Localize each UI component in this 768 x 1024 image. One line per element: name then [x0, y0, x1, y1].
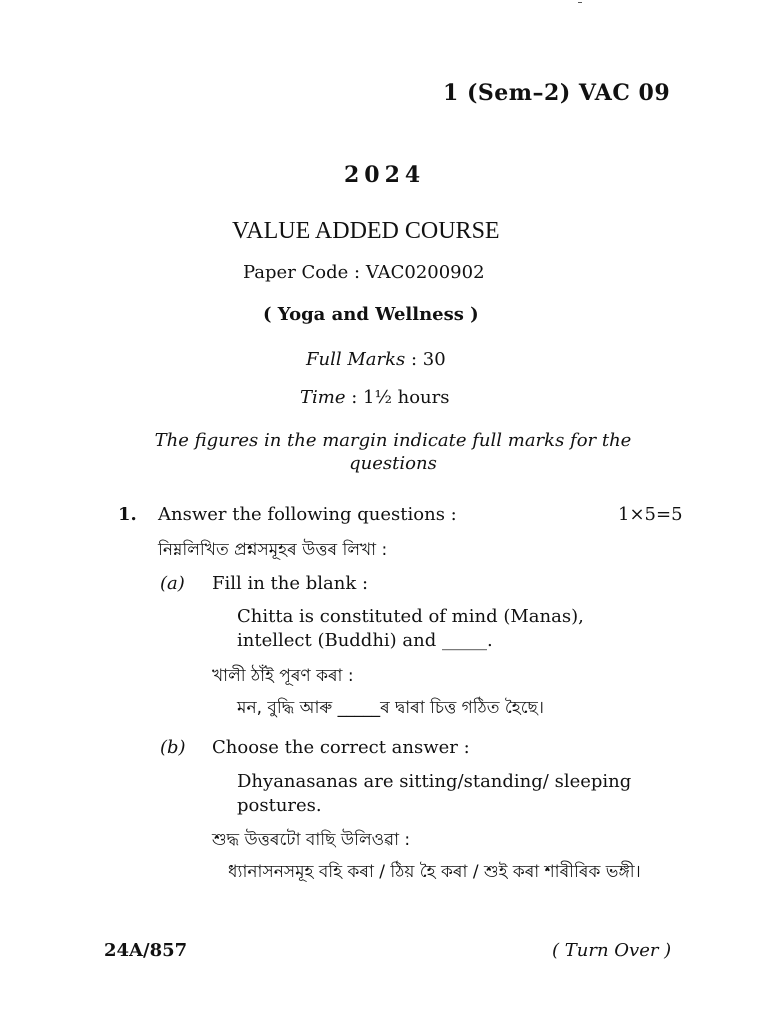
- full-marks: [306, 349, 446, 370]
- paper-code: [243, 262, 485, 283]
- subquestion-a-body-assamese: মন, বুদ্ধি আৰু _____ৰ দ্বাৰা চিত্ত গঠিত হৈছে।: [237, 698, 544, 718]
- subquestion-b-body: Dhyanasanas are sitting/standing/ sleeping postures.: [237, 771, 632, 816]
- subquestion-b-label: (b): [160, 737, 186, 758]
- instruction-text: The figures in the margin indicate full marks for the questions: [154, 430, 632, 474]
- subquestion-a-body: Chitta is constituted of mind (Manas), intellect (Buddhi) and _____.: [237, 606, 584, 651]
- subject-title: ( Yoga and Wellness ): [263, 304, 479, 325]
- course-title: VALUE ADDED COURSE: [232, 218, 500, 244]
- full-marks-value: : 30: [405, 349, 446, 370]
- question-marks: 1×5=5: [618, 504, 683, 525]
- question-number: 1.: [118, 504, 137, 525]
- paper-serial-code: 24A/857: [104, 940, 188, 961]
- question-text: Answer the following questions :: [158, 504, 457, 525]
- subquestion-b-body-assamese: ধ্যানাসনসমূহ বহি কৰা / ঠিয় হৈ কৰা / শুই কৰা শাৰীৰিক ভঙ্গী।: [228, 862, 641, 882]
- time-label: Time: [300, 387, 346, 408]
- paper-code-label: Paper Code :: [243, 262, 366, 283]
- turn-over-note: ( Turn Over ): [552, 940, 672, 961]
- time-value: : 1½ hours: [345, 387, 450, 408]
- scan-speck: [578, 2, 582, 3]
- exam-year: 2024: [344, 162, 426, 188]
- subquestion-a-label: (a): [160, 573, 185, 594]
- time-allowed: [300, 387, 449, 408]
- paper-code-value: VAC0200902: [365, 262, 485, 283]
- subquestion-a-instruction: Fill in the blank :: [212, 573, 369, 594]
- full-marks-label: Full Marks: [306, 349, 406, 370]
- subquestion-a-instruction-assamese: খালী ঠাঁই পূৰণ কৰা :: [212, 666, 354, 686]
- subquestion-b-instruction: Choose the correct answer :: [212, 737, 470, 758]
- question-text-assamese: নিম্নলিখিত প্ৰশ্নসমূহৰ উত্তৰ লিখা :: [158, 540, 388, 560]
- subquestion-b-instruction-assamese: শুদ্ধ উত্তৰটো বাছি উলিওৱা :: [212, 830, 411, 850]
- paper-reference: 1 (Sem–2) VAC 09: [443, 80, 671, 106]
